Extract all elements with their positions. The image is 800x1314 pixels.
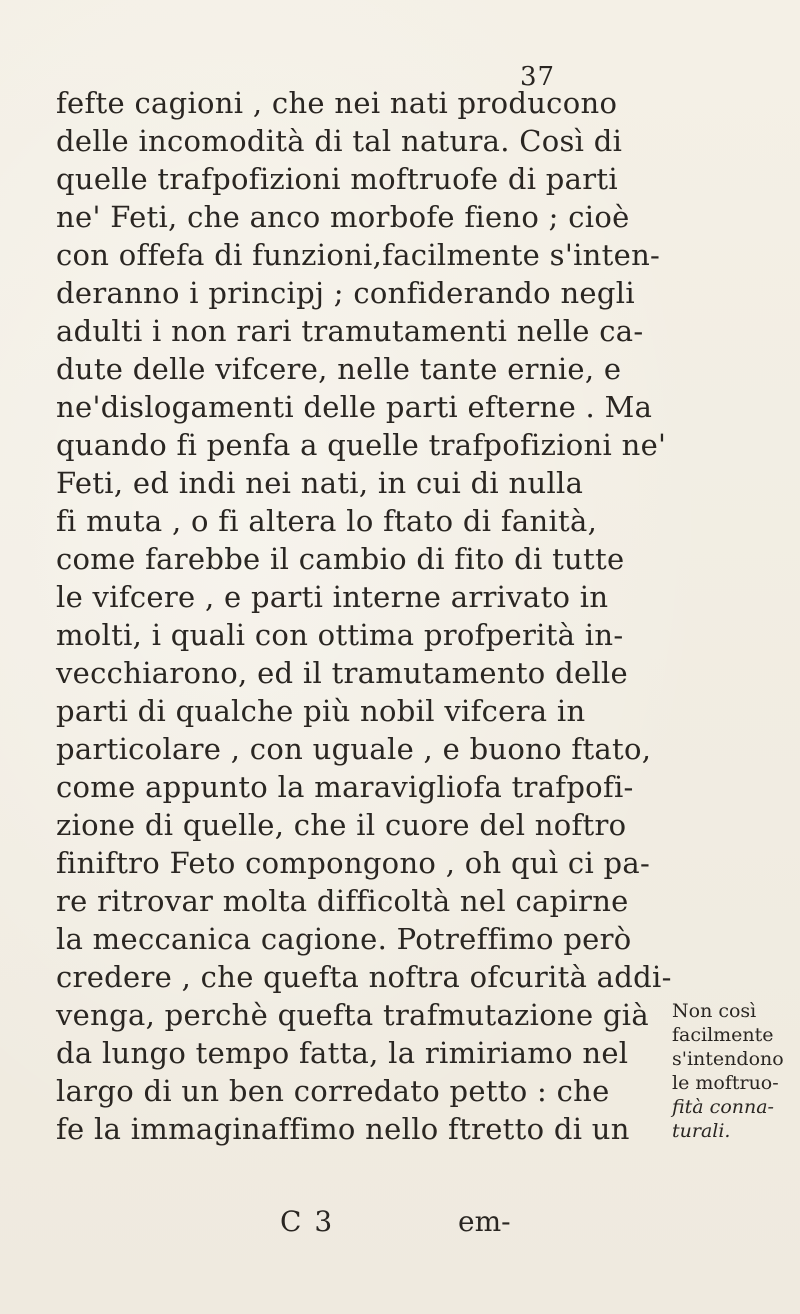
signature-mark: C 3 [280,1205,335,1238]
text-line: vecchiarono, ed il tramutamento delle [56,656,629,690]
text-line: delle incomodità di tal natura. Così di [56,124,623,158]
text-line: da lungo tempo fatta, la rimiriamo nel [56,1036,629,1070]
text-line: parti di qualche più nobil vifcera in [56,694,586,728]
text-line: venga, perchè quefta trafmutazione già [56,998,649,1032]
text-line: fi muta , o fi altera lo ftato di fanità, [56,504,598,538]
marginal-note-line: s'intendono [672,1048,784,1070]
text-line: la meccanica cagione. Potreffimo però [56,922,632,956]
marginal-note-line: fità conna- [672,1096,774,1118]
marginal-note-line: facilmente [672,1024,774,1046]
page-footer [0,1205,800,1245]
page-number: 37 [520,62,556,92]
text-line: credere , che quefta noftra ofcurità addi- [56,960,672,994]
marginal-note-line: Non così [672,1000,757,1022]
text-line: particolare , con uguale , e buono ftato, [56,732,652,766]
marginal-note-line: turali. [672,1120,731,1142]
catchword: em- [458,1205,511,1238]
text-line: fefte cagioni , che nei nati producono [56,86,618,120]
text-line: come appunto la maravigliofa trafpofi- [56,770,634,804]
text-line: come farebbe il cambio di fito di tutte [56,542,625,576]
text-line: con offefa di funzioni,facilmente s'inten- [56,238,661,272]
text-line: deranno i principj ; confiderando negli [56,276,635,310]
text-line: Feti, ed indi nei nati, in cui di nulla [56,466,584,500]
text-line: quelle trafpofizioni moftruofe di parti [56,162,618,196]
text-line: zione di quelle, che il cuore del noftro [56,808,627,842]
text-line: le vifcere , e parti interne arrivato in [56,580,609,614]
text-line: dute delle vifcere, nelle tante ernie, e [56,352,622,386]
text-line: ne' Feti, che anco morbofe fieno ; cioè [56,200,630,234]
text-line: ne'dislogamenti delle parti efterne . Ma [56,390,653,424]
text-line: largo di un ben corredato petto : che [56,1074,610,1108]
marginal-note-line: le moftruo- [672,1072,779,1094]
text-line: finiftro Feto compongono , oh quì ci pa- [56,846,651,880]
text-line: molti, i quali con ottima profperità in- [56,618,624,652]
text-line: fe la immaginaffimo nello ftretto di un [56,1112,630,1146]
text-line: re ritrovar molta difficoltà nel capirne [56,884,629,918]
text-line: adulti i non rari tramutamenti nelle ca- [56,314,644,348]
text-line: quando fi penfa a quelle trafpofizioni ne' [56,428,667,462]
